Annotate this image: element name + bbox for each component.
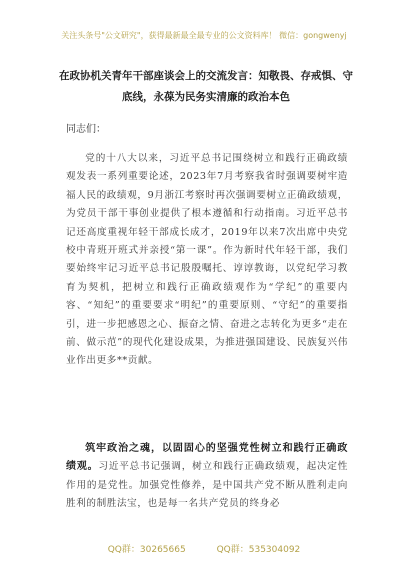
salutation: 同志们： [66, 124, 106, 135]
footer-contact [0, 542, 408, 555]
footer-qq-group-1: QQ群：30265665 [107, 545, 186, 555]
section-paragraph [66, 440, 348, 514]
body-paragraph: 党的十八大以来，习近平总书记围绕树立和践行正确政绩观发表一系列重要论述，2023年7月考察我省时强调要树牢造福人民的政绩观，9月浙江考察时再次强调要树立正确政绩观，为党员干部干事创业提供了根本遵循和行动指南。习近平总书记还高度重视年轻干部成长成才，2019年以来7次出席中央党校中青班开班式并亲授“第一课”。作为新时代年轻干部，我们要始终牢记习近平总书记殷殷嘱托、谆谆教诲，以党纪学习教育为契机，把树立和践行正确政绩观作为“学纪”的重要内容、“知纪”的重要要求“明纪”的重要原则、“守纪”的重要指引，进一步把感恩之心、振奋之情、奋进之志转化为更多“走在前、做示范”的现代化建设成果，为推进强国建设、民族复兴伟业作出更多**贡献。 [66, 153, 348, 367]
section-text: 习近平总书记强调，树立和践行正确政绩观，起决定性作用的是党性。加强党性修养，是中国共产党不断从胜利走向胜利的制胜法宝，也是每一名共产党员的终身必 [66, 461, 348, 510]
section-heading: 筑牢政治之魂，以固固心的坚强党性树立和践行正确政绩观。 [66, 443, 348, 473]
footer-qq-group-2: QQ群：535304092 [216, 545, 301, 555]
header-banner: 关注头条号"公文研究"，获得最新最全最专业的公文资料库！ 微信：gongwenyj [61, 31, 347, 40]
document-title: 在政协机关青年干部座谈会上的交流发言：知敬畏、存戒惧、守底线，永葆为民务实清廉的政治本色 [59, 70, 353, 103]
